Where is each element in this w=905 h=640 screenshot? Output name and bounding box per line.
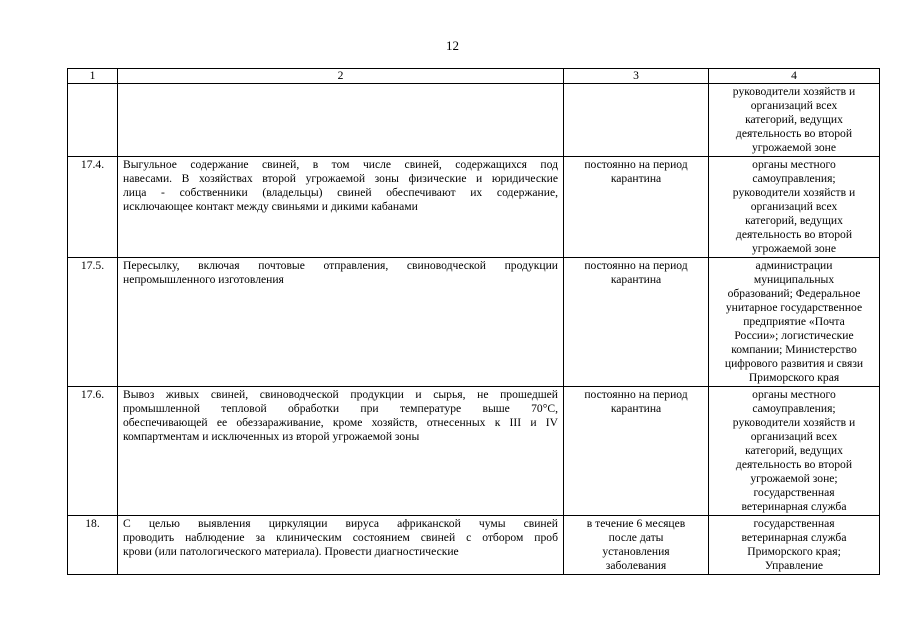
table-row	[68, 516, 880, 575]
period-line: постоянно на период	[584, 388, 688, 401]
period-cell	[564, 387, 709, 516]
responsible-line: государственная	[753, 517, 835, 530]
table-row	[68, 84, 880, 157]
period-cell	[564, 516, 709, 575]
table-header-row	[68, 69, 880, 84]
period-line: карантина	[610, 402, 662, 415]
responsible-line: самоуправления;	[752, 172, 836, 185]
responsible-line: муниципальных	[753, 273, 835, 286]
header-cell-responsible: 4	[709, 69, 880, 84]
measures-table	[67, 68, 880, 575]
responsible-cell	[709, 84, 880, 157]
period-line: установления	[602, 545, 670, 558]
responsible-line: ветеринарная служба	[741, 531, 847, 544]
measure-cell	[118, 516, 564, 575]
page-number: 12	[446, 38, 459, 53]
responsible-line: деятельность во второй	[735, 127, 853, 140]
responsible-line: организаций всех	[750, 430, 838, 443]
measure-line: компартментам и исключенных из второй угрожаемой зоны	[123, 430, 420, 443]
responsible-line: организаций всех	[750, 99, 838, 112]
responsible-cell	[709, 258, 880, 387]
responsible-cell	[709, 157, 880, 258]
period-line: карантина	[610, 273, 662, 286]
period-line: заболевания	[605, 559, 667, 572]
header-cell-period: 3	[564, 69, 709, 84]
responsible-line: деятельность во второй	[735, 228, 853, 241]
responsible-line: России»; логистические	[734, 329, 854, 342]
responsible-line: предприятие «Почта	[743, 315, 845, 328]
table-row	[68, 258, 880, 387]
responsible-line: цифрового развития и связи	[724, 357, 864, 370]
period-line: постоянно на период	[584, 158, 688, 171]
responsible-line: Управление	[764, 559, 824, 572]
responsible-line: угрожаемой зоне	[751, 242, 837, 255]
responsible-cell	[709, 387, 880, 516]
period-cell	[564, 157, 709, 258]
responsible-line: категорий, ведущих	[745, 113, 843, 126]
measure-line: обеспечивающей ее обеззараживание, кроме хозяйств, отнесенных к III и IV	[123, 416, 558, 429]
row-number-cell: 18.	[68, 516, 118, 575]
measure-cell	[118, 84, 564, 157]
responsible-line: угрожаемой зоне;	[750, 472, 838, 485]
responsible-line: образований; Федеральное	[727, 287, 861, 300]
responsible-line: компании; Министерство	[731, 343, 857, 356]
measure-line: лица - собственники (владельцы) свиней обеспечивают их содержание,	[123, 186, 558, 199]
period-cell	[564, 84, 709, 157]
measure-line: Выгульное содержание свиней, в том числе свиней, содержащихся под	[123, 158, 558, 171]
row-number-cell	[68, 84, 118, 157]
row-number-cell: 17.4.	[68, 157, 118, 258]
row-number-cell: 17.5.	[68, 258, 118, 387]
period-line: после даты	[608, 531, 664, 544]
responsible-line: администрации	[755, 259, 833, 272]
measure-line: С целью выявления циркуляции вируса африканской чумы свиней	[123, 517, 558, 530]
measure-line: Пересылку, включая почтовые отправления, свиноводческой продукции	[123, 259, 558, 272]
responsible-line: категорий, ведущих	[745, 214, 843, 227]
responsible-line: деятельность во второй	[735, 458, 853, 471]
header-cell-measure: 2	[118, 69, 564, 84]
responsible-line: руководители хозяйств и	[732, 85, 856, 98]
responsible-line: категорий, ведущих	[745, 444, 843, 457]
period-line: в течение 6 месяцев	[586, 517, 686, 530]
row-number-cell: 17.6.	[68, 387, 118, 516]
responsible-line: государственная	[753, 486, 835, 499]
measure-cell	[118, 387, 564, 516]
responsible-line: ветеринарная служба	[741, 500, 847, 513]
responsible-line: органы местного	[752, 388, 836, 401]
period-line: карантина	[610, 172, 662, 185]
header-cell-number: 1	[68, 69, 118, 84]
measure-cell	[118, 258, 564, 387]
responsible-line: угрожаемой зоне	[751, 141, 837, 154]
responsible-line: организаций всех	[750, 200, 838, 213]
table-row	[68, 157, 880, 258]
responsible-line: Приморского края;	[747, 545, 841, 558]
measure-line: навесами. В хозяйствах второй угрожаемой зоны физические и юридические	[123, 172, 558, 185]
responsible-line: руководители хозяйств и	[732, 186, 856, 199]
measure-line: проводить наблюдение за клиническим состоянием свиней с отбором проб	[123, 531, 558, 544]
period-line: постоянно на период	[584, 259, 688, 272]
responsible-line: унитарное государственное	[725, 301, 863, 314]
measure-line: непромышленного изготовления	[123, 273, 284, 286]
responsible-line: Приморского края	[748, 371, 840, 384]
measure-line: крови (или патологического материала). Провести диагностические	[123, 545, 459, 558]
table-row	[68, 387, 880, 516]
responsible-line: самоуправления;	[752, 402, 836, 415]
measure-cell	[118, 157, 564, 258]
responsible-line: органы местного	[752, 158, 836, 171]
period-cell	[564, 258, 709, 387]
measure-line: исключающее контакт между свиньями и дикими кабанами	[123, 200, 418, 213]
measure-line: промышленной тепловой обработки при температуре выше 70°С,	[123, 402, 558, 415]
measure-line: Вывоз живых свиней, свиноводческой продукции и сырья, не прошедшей	[123, 388, 558, 401]
responsible-line: руководители хозяйств и	[732, 416, 856, 429]
responsible-cell	[709, 516, 880, 575]
